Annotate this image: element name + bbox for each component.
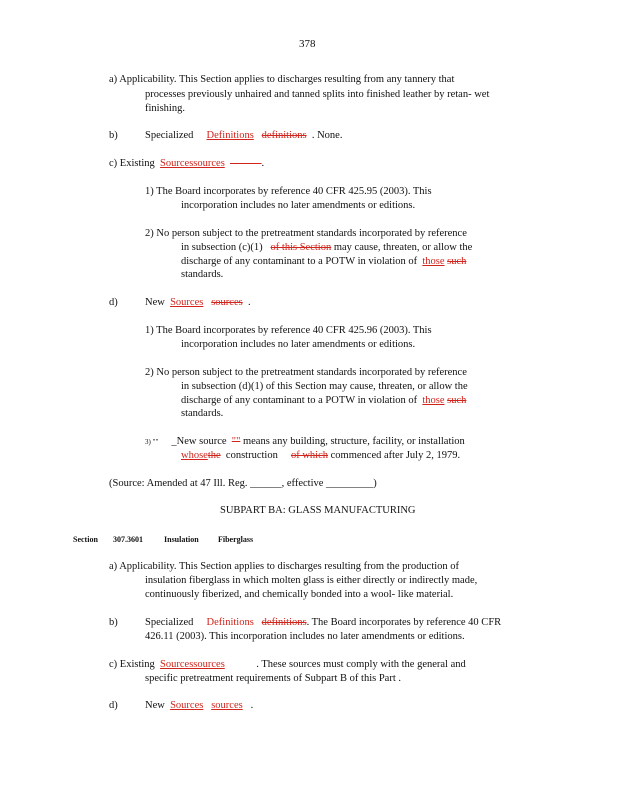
d2-struck-such: such [447, 395, 467, 406]
item-b-label: Specialized [145, 130, 194, 141]
c2-text-c: discharge of any contaminant to a POTW in violation of [181, 256, 418, 267]
glass-new-sources-line [145, 699, 253, 712]
item-c-prefix: c) Existing [109, 158, 155, 169]
glass-item-b-prefix: b) [109, 617, 118, 628]
d2-line-1: 2) No person subject to the pretreatment standards incorporated by reference [145, 367, 467, 378]
d3-struck-mark: "" [231, 436, 241, 447]
glass-applicability-line-3: continuously fiberized, and chemically bonded into a wool- like material. [145, 589, 454, 600]
glass-applicability-line-1: a) Applicability. This Section applies to discharges resulting from the production of [109, 561, 460, 572]
d3-line-2 [181, 449, 460, 462]
item-b-prefix: b) [109, 130, 118, 141]
item-d-tail: . [247, 297, 251, 308]
c2-text-a: in subsection (c)(1) [181, 242, 263, 253]
glass-c-prefix: c) Existing [109, 659, 155, 670]
c2-text-b: may cause, threaten, or allow the [333, 242, 473, 253]
d3-inserted-whose: whose [181, 450, 208, 461]
d-inserted-sources: Sources [170, 297, 204, 308]
d3-struck-the: the [207, 450, 221, 461]
d2-inserted-those: those [422, 395, 445, 406]
c2-struck-text: of this Section [270, 242, 332, 253]
d2-line-4: standards. [181, 408, 224, 419]
d2-text-a: discharge of any contaminant to a POTW in violation of [181, 395, 418, 406]
section-label: Section [73, 535, 98, 544]
glass-item-d-prefix: d) [109, 700, 118, 711]
d-struck-sources: sources [211, 297, 243, 308]
section-title-insulation: Insulation [164, 535, 199, 544]
glass-b-inserted: Definitions [206, 617, 254, 628]
glass-d-inserted: Sources [170, 700, 204, 711]
d1-line-2: incorporation includes no later amendments or editions. [181, 339, 416, 350]
glass-c-line-2: specific pretreatment requirements of Subpart B of this Part . [145, 673, 402, 684]
new-sources-line [145, 296, 251, 309]
glass-d-tail: . [250, 700, 254, 711]
existing-sources-line [109, 157, 264, 170]
c1-line-1: 1) The Board incorporates by reference 40 CFR 425.95 (2003). This [145, 186, 432, 197]
c2-struck-such: such [447, 256, 467, 267]
glass-applicability-line-2: insulation fiberglass in which molten glass is either directly or indirectly made, [145, 575, 478, 586]
inserted-sources: Sourcessources [160, 158, 225, 169]
section-number: 307.3601 [113, 535, 143, 544]
applicability-line-3: finishing. [145, 103, 185, 114]
glass-existing-line [109, 658, 466, 671]
page-number: 378 [299, 38, 316, 50]
source-amendment-line: (Source: Amended at 47 Ill. Reg. ______, effective _________) [109, 478, 377, 489]
section-title-fiberglass: Fiberglass [218, 535, 254, 544]
d3-line-1 [145, 435, 465, 449]
inserted-definitions: Definitions [206, 130, 254, 141]
d3-struck-of-which: of which [290, 450, 328, 461]
specialized-definitions-line [145, 129, 342, 142]
item-c-tail: . [261, 158, 265, 169]
glass-b-label: Specialized [145, 617, 194, 628]
d3-construction: construction [225, 450, 278, 461]
item-d-prefix: d) [109, 297, 118, 308]
item-d-label: New [145, 297, 165, 308]
d3-means-text: means any building, structure, facility, or installation [242, 436, 465, 447]
c2-line-3 [181, 255, 466, 268]
struck-blank [230, 158, 262, 169]
item-b-tail: . None. [311, 130, 343, 141]
d2-line-3 [181, 394, 466, 407]
applicability-line-2: processes previously unhaired and tanned splits into finished leather by retan- wet [145, 89, 490, 100]
glass-d-label: New [145, 700, 165, 711]
glass-b-struck: definitions [261, 617, 307, 628]
d3-prefix: 3) "" [145, 438, 159, 446]
glass-c-tail: . These sources must comply with the general and [256, 659, 466, 670]
glass-b-tail: . The Board incorporates by reference 40 CFR [306, 617, 502, 628]
c2-inserted-those: those [422, 256, 445, 267]
d3-commenced: commenced after July 2, 1979. [330, 450, 461, 461]
d2-line-2: in subsection (d)(1) of this Section may cause, threaten, or allow the [181, 381, 468, 392]
d3-new-source: _New source [171, 436, 227, 447]
c2-line-1: 2) No person subject to the pretreatment standards incorporated by reference [145, 228, 467, 239]
d1-line-1: 1) The Board incorporates by reference 40 CFR 425.96 (2003). This [145, 325, 432, 336]
applicability-line-1: a) Applicability. This Section applies to discharges resulting from any tannery that [109, 74, 455, 85]
glass-c-inserted: Sourcessources [160, 659, 225, 670]
subpart-title: SUBPART BA: GLASS MANUFACTURING [220, 505, 416, 516]
c2-line-2 [181, 241, 472, 254]
glass-d-inserted-2: sources [211, 700, 243, 711]
c1-line-2: incorporation includes no later amendments or editions. [181, 200, 416, 211]
glass-b-line-2: 426.11 (2003). This incorporation includes no later amendments or editions. [145, 631, 465, 642]
glass-specialized-line [145, 616, 501, 629]
struck-definitions: definitions [261, 130, 307, 141]
c2-line-4: standards. [181, 269, 224, 280]
